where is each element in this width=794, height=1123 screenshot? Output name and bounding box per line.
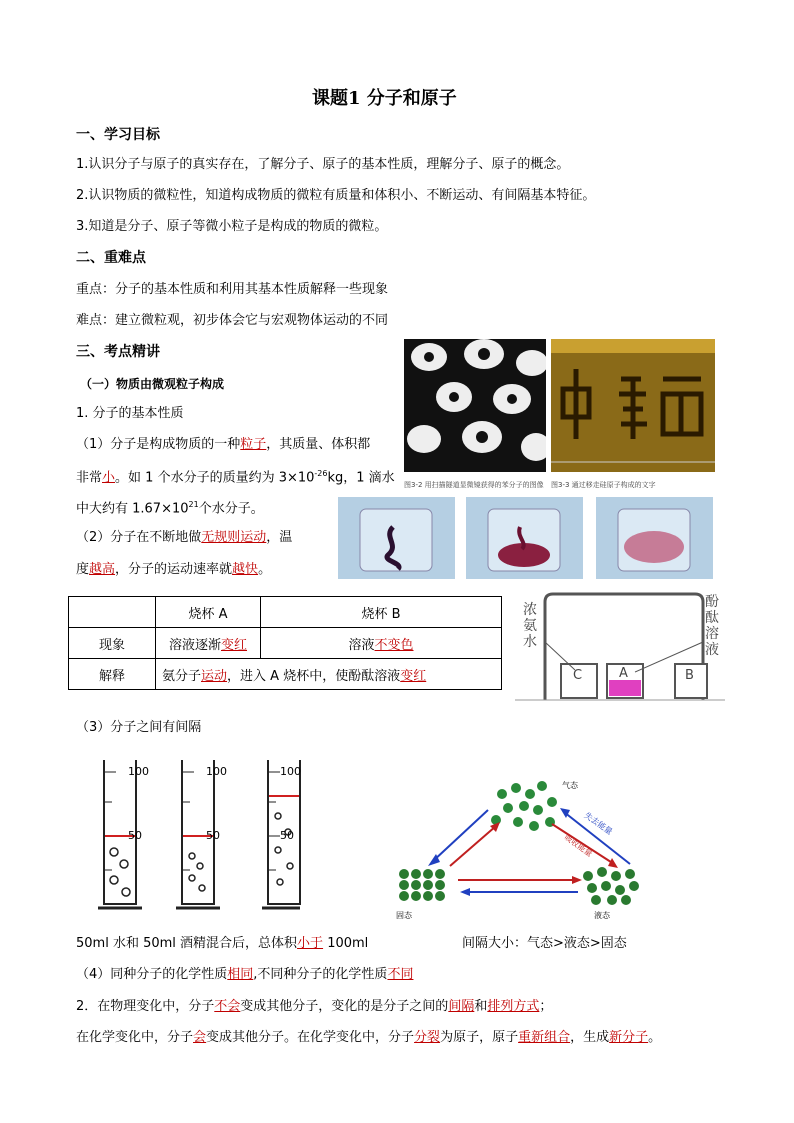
table-row xyxy=(69,597,502,628)
section-heading-details: 三、考点精讲 xyxy=(76,344,160,360)
row-label-explanation: 解释 xyxy=(69,659,156,690)
label-phenolphthalein: 酚酞溶液 xyxy=(705,594,719,658)
graduated-cylinders-diagram xyxy=(96,752,306,922)
goal-item-1: 1.认识分子与原子的真实存在，了解分子、原子的基本性质，理解分子、原子的概念。 xyxy=(76,157,570,172)
cyl3-mark-100: 100 xyxy=(280,765,301,778)
fill-small: 小 xyxy=(102,470,116,486)
cyl2-mark-50: 50 xyxy=(206,829,220,842)
cyl3-mark-50: 50 xyxy=(280,829,294,842)
label-gas: 气态 xyxy=(562,781,578,790)
cyl2-mark-100: 100 xyxy=(206,765,227,778)
property-4: （4）同种分子的化学性质相同,不同种分子的化学性质不同 xyxy=(76,967,414,982)
caption-benzene: 图3-2 用扫描隧道显微镜获得的苯分子的图像 xyxy=(404,481,544,489)
silicon-atom-text-image xyxy=(551,339,715,472)
beaker-label-a: A xyxy=(619,666,628,681)
cyl1-mark-100: 100 xyxy=(128,765,149,778)
table-row: 解释 氨分子运动，进入 A 烧杯中，使酚酞溶液变红 xyxy=(69,659,502,690)
fill-particle: 粒子 xyxy=(240,437,267,452)
physical-change-text: 2．在物理变化中，分子不会变成其他分子，变化的是分子之间的间隔和排列方式； xyxy=(76,999,553,1014)
key-point-text: 重点：分子的基本性质和利用其基本性质解释一些现象 xyxy=(76,282,389,297)
label-release-energy: 失去能量 xyxy=(582,810,614,837)
ammonia-apparatus-diagram xyxy=(515,592,725,704)
goal-item-2: 2.认识物质的微粒性，知道构成物质的微粒有质量和体积小、不断运动、有间隔基本特征。 xyxy=(76,188,596,203)
table-row: 现象 溶液逐渐变红 溶液不变色 xyxy=(69,628,502,659)
caption-silicon: 图3-3 通过移走硅原子构成的文字 xyxy=(551,481,656,489)
label-solid: 固态 xyxy=(396,911,412,920)
experiment-table xyxy=(68,596,502,690)
label-ammonia: 浓氨水 xyxy=(523,602,537,650)
fill-random-motion: 无规则运动 xyxy=(201,530,267,545)
property-title: 1. 分子的基本性质 xyxy=(76,406,184,421)
goal-item-3: 3.知道是分子、原子等微小粒子是构成的物质的微粒。 xyxy=(76,219,388,234)
diffusion-photo-1 xyxy=(338,497,455,579)
property-1-line-3: 中大约有 $1.67\times 10^{21}$个水分子。 xyxy=(76,500,264,517)
diffusion-photo-2 xyxy=(466,497,583,579)
difficult-point-text: 难点：建立微粒观，初步体会它与宏观物体运动的不同 xyxy=(76,313,389,328)
property-1-line-1: （1）分子是构成物质的一种粒子，其质量、体积都 xyxy=(76,437,371,452)
label-absorb-energy: 吸收能量 xyxy=(562,832,594,859)
chemical-change-text: 在化学变化中，分子会变成其他分子。在化学变化中，分子分裂为原子，原子重新组合，生成新分子。 xyxy=(76,1030,662,1045)
gap-size-text: 间隔大小：气态>液态>固态 xyxy=(462,936,627,951)
row-label-phenomenon: 现象 xyxy=(69,628,156,659)
section-heading-goals: 一、学习目标 xyxy=(76,127,160,143)
beaker-label-c: C xyxy=(573,668,583,683)
property-3-title: （3）分子之间有间隔 xyxy=(76,720,202,735)
property-2-line-1: （2）分子在不断地做无规则运动，温 xyxy=(76,530,293,545)
diffusion-photo-3 xyxy=(596,497,713,579)
benzene-stm-image xyxy=(404,339,546,472)
page-title: 课题1 分子和原子 xyxy=(312,88,457,109)
property-1-line-2: 非常小。如 1 个水分子的质量约为 $3\times 10^{-26}kg$，1 滴水 xyxy=(76,469,395,486)
states-of-matter-diagram xyxy=(392,772,690,922)
header-beaker-a: 烧杯 A xyxy=(156,597,261,628)
subsection-heading: （一）物质由微观粒子构成 xyxy=(80,377,225,391)
cyl1-mark-50: 50 xyxy=(128,829,142,842)
header-beaker-b: 烧杯 B xyxy=(261,597,502,628)
property-2-line-2: 度越高，分子的运动速率就越快。 xyxy=(76,562,272,577)
mixing-result-text: 50ml 水和 50ml 酒精混合后，总体积小于 100ml xyxy=(76,936,369,951)
beaker-label-b: B xyxy=(685,668,694,683)
label-liquid: 液态 xyxy=(594,911,610,920)
section-heading-key-points: 二、重难点 xyxy=(76,250,146,266)
